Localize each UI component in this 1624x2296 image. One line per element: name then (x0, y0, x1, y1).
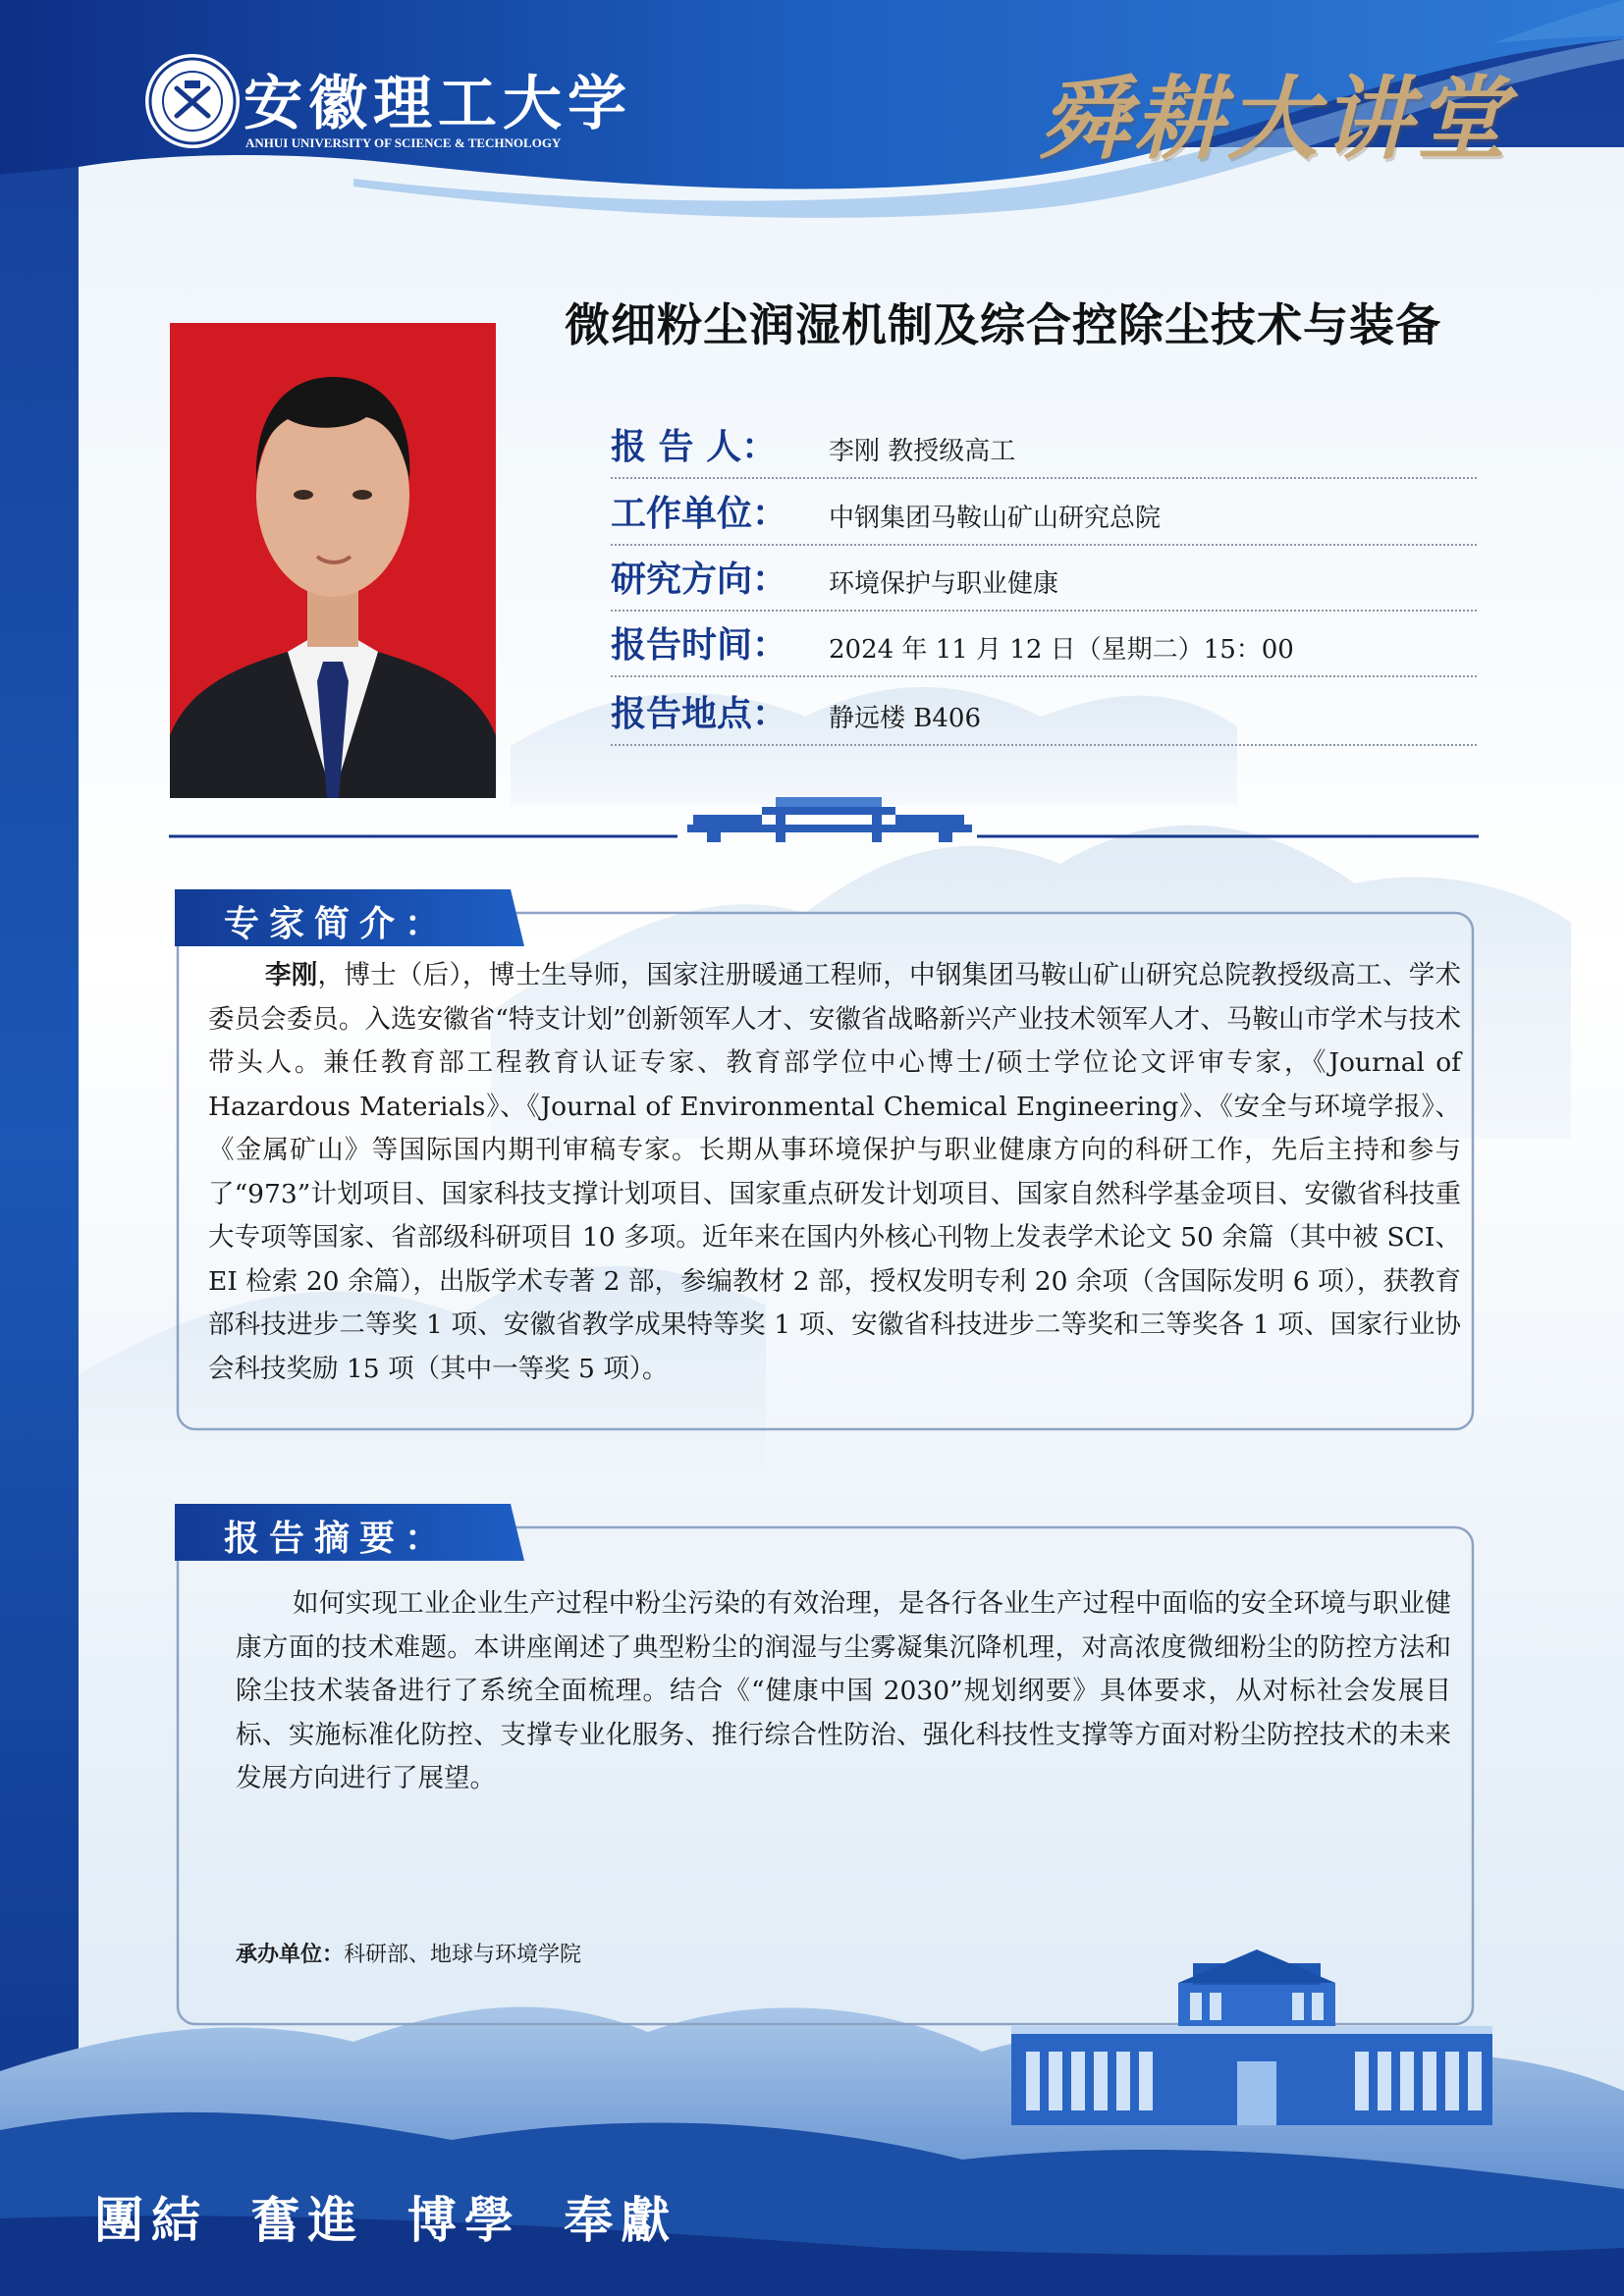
university-name: 安徽理工大学 (244, 70, 632, 138)
info-label-speaker: 报 告 人： (611, 427, 778, 467)
abstract-heading: 报告摘要： (224, 1519, 451, 1559)
organizer-value: 科研部、地球与环境学院 (344, 1943, 582, 1967)
info-value-affiliation: 中钢集团马鞍山矿山研究总院 (829, 504, 1162, 533)
university-name-en: ANHUI UNIVERSITY OF SCIENCE & TECHNOLOGY (245, 135, 562, 150)
info-label-location: 报告地点： (611, 694, 788, 734)
bio-text: ，博士（后），博士生导师，国家注册暖通工程师，中钢集团马鞍山矿山研究总院教授级高工、学术委员会委员。入选安徽省“特支计划”创新领军人才、安徽省战略新兴产业技术领军人才、马鞍山市学术与技术带头人。兼任教育部工程教育认证专家、教育部学位中心博士/硕士学位论文评审专家，《Journal of Hazardous Materials》、《Journal of Environmental Chemical Engineering》、《安全与环境学报》、《金属矿山》等国际国内期刊审稿专家。长期从事环境保护与职业健康方向的科研工作，先后主持和参与了“973”计划项目、国家科技支撑计划项目、国家重点研发计划项目、国家自然科学基金项目、安徽省科技重大专项等国家、省部级科研项目 10 多项。近年来在国内外核心刊物上发表学术论文 50 余篇（其中被 SCI、EI 检索 20 余篇），出版学术专著 2 部，参编教材 2 部，授权发明专利 20 余项（含国际发明 6 项），获教育部科技进步二等奖 1 项、安徽省教学成果特等奖 1 项、安徽省科技进步二等奖和三等奖各 1 项、国家行业协会科技奖励 15 项（其中一等奖 5 项）。 (208, 960, 1462, 1384)
bio-heading: 专家简介： (224, 904, 451, 944)
info-row-location (611, 687, 1477, 746)
info-row-time (611, 618, 1477, 677)
bio-name: 李刚 (265, 960, 318, 990)
info-label-time: 报告时间： (611, 625, 788, 666)
bio-paragraph (208, 954, 1461, 1391)
abstract-paragraph: 如何实现工业企业生产过程中粉尘污染的有效治理，是各行各业生产过程中面临的安全环境与职业健康方面的技术难题。本讲座阐述了典型粉尘的润湿与尘雾凝集沉降机理，对高浓度微细粉尘的防控方法和除尘技术装备进行了系统全面梳理。结合《“健康中国 2030”规划纲要》具体要求，从对标社会发展目标、实施标准化防控、支撑专业化服务、推行综合性防治、强化科技性支撑等方面对粉尘防控技术的未来发展方向进行了展望。 (236, 1588, 1451, 1793)
info-row-research (611, 553, 1477, 612)
organizer-label: 承办单位： (236, 1943, 345, 1967)
abstract-section-tab (175, 1504, 524, 1561)
bio-section-tab (175, 889, 524, 946)
university-seal-icon (145, 54, 240, 148)
university-motto: 團結 奮進 博學 奉獻 (94, 2191, 678, 2249)
info-row-affiliation (611, 487, 1477, 546)
info-value-research: 环境保护与职业健康 (829, 569, 1059, 599)
series-title: 舜耕大讲堂 (1039, 66, 1511, 172)
speaker-photo (170, 323, 496, 798)
info-value-location: 静远楼 B406 (829, 704, 981, 733)
lecture-title: 微细粉尘润湿机制及综合控除尘技术与装备 (565, 298, 1441, 351)
organizer-line (236, 1938, 581, 1968)
info-row-speaker (611, 420, 1477, 479)
info-value-speaker: 李刚 教授级高工 (829, 437, 1016, 466)
info-label-research: 研究方向： (611, 560, 788, 600)
info-label-affiliation: 工作单位： (611, 494, 788, 534)
info-value-time: 2024 年 11 月 12 日（星期二）15：00 (829, 635, 1294, 665)
